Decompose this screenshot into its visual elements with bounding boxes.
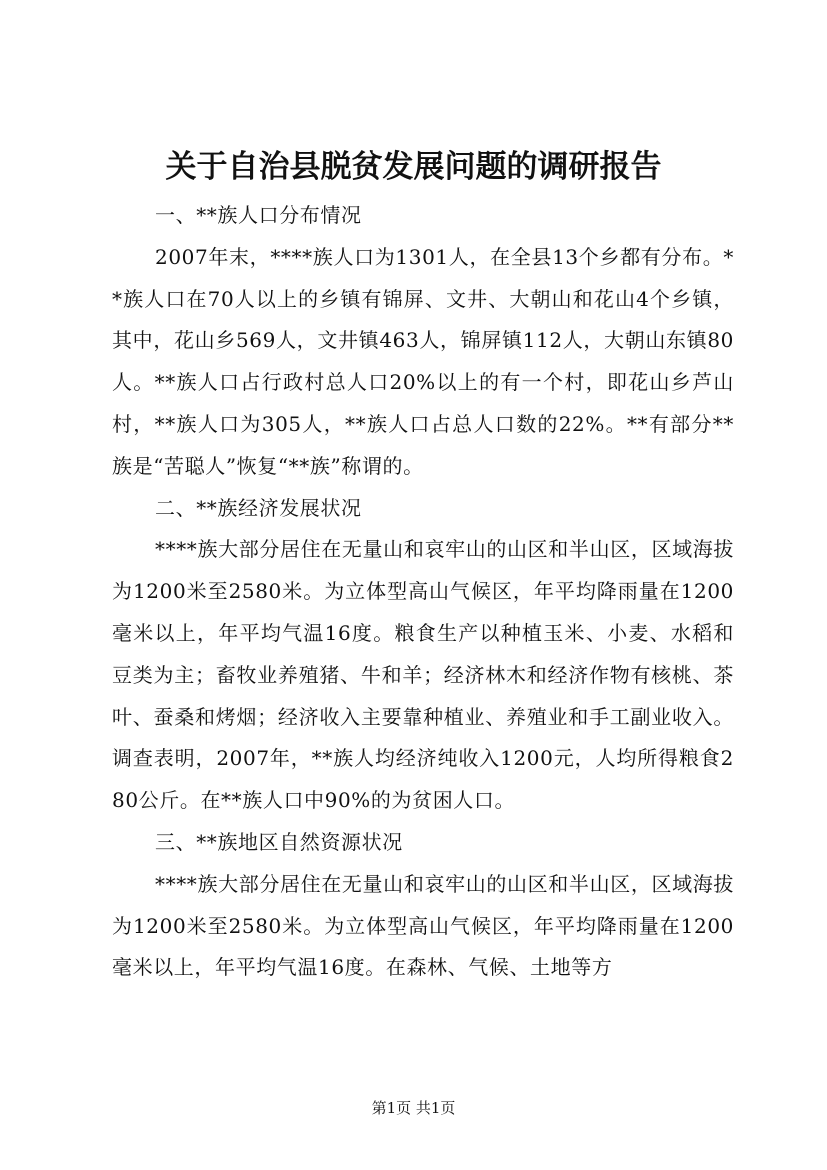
paragraph-population-distribution: 2007年末，****族人口为1301人，在全县13个乡都有分布。**族人口在70人以上的乡镇有锦屏、文井、大朝山和花山4个乡镇，其中，花山乡569人，文井镇463人，锦屏镇112人，大朝山东镇80人。**族人口占行政村总人口20%以上的有一个村，即花山乡芦山村，**族人口为305人，**族人口占总人口数的22%。**有部分**族是“苦聪人”恢复“**族”称谓的。	[112, 244, 734, 478]
page-number-footer: 第1页 共1页	[371, 1099, 456, 1117]
document-title: 关于自治县脱贫发展问题的调研报告	[165, 149, 662, 185]
section-heading-natural-resources: 三、**族地区自然资源状况	[155, 829, 403, 854]
section-heading-population: 一、**族人口分布情况	[155, 203, 362, 227]
section-heading-economy: 二、**族经济发展状况	[155, 495, 362, 520]
paragraph-economic-development: ****族大部分居住在无量山和哀牢山的山区和半山区，区域海拔为1200米至2580米。为立体型高山气候区，年平均降雨量在1200毫米以上，年平均气温16度。粮食生产以种植玉米、小麦、水稻和豆类为主；畜牧业养殖猪、牛和羊；经济林木和经济作物有核桃、茶叶、蚕桑和烤烟；经济收入主要靠种植业、养殖业和手工副业收入。调查表明，2007年，**族人均经济纯收入1200元，人均所得粮食280公斤。在**族人口中90%的为贫困人口。	[112, 537, 734, 813]
document-body	[112, 195, 734, 989]
paragraph-natural-resources: ****族大部分居住在无量山和哀牢山的山区和半山区，区域海拔为1200米至2580米。为立体型高山气候区，年平均降雨量在1200毫米以上，年平均气温16度。在森林、气候、土地等方	[112, 871, 734, 980]
